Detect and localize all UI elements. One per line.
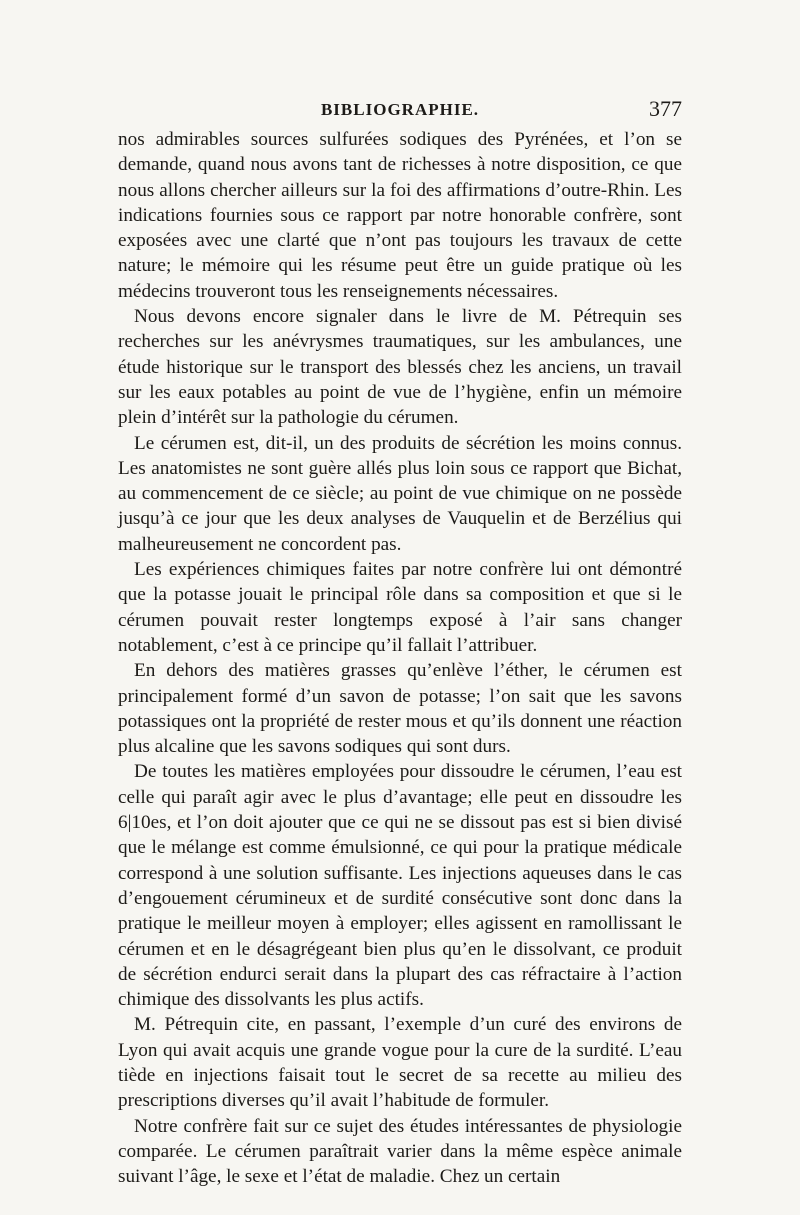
paragraph-3: Le cérumen est, dit-il, un des produits de sécrétion les moins connus. Les anatomistes ne sont guère allés plus loin sous ce rapport que Bichat, au commencement de ce siècle; au point de vue chimique on ne possède jusqu’à ce jour que les deux analyses de Vauquelin et de Berzélius qui malheureusement ne concordent pas. [118, 432, 682, 555]
running-title: BIBLIOGRAPHIE. [320, 100, 480, 119]
paragraph-6: De toutes les matières employées pour dissoudre le cérumen, l’eau est celle qui paraît agir avec le plus d’avantage; elle peut en dissoudre les 6|10es, et l’on doit ajouter que ce qui ne se dissout pas est si bien divisé que le mélange est comme émulsionné, ce qui pour la pratique médicale correspond à une solution suffisante. Les injections aqueuses dans le cas d’engouement cérumineux et de surdité consécutive sont donc dans la pratique le meilleur moyen à employer; elles agissent en ramollissant le cérumen et en le désagrégeant bien plus qu’en le dissolvant, ce produit de sécrétion endurci serait dans la plupart des cas réfractaire à l’action chimique des dissolvants les plus actifs. [118, 761, 682, 1011]
paragraph-7: M. Pétrequin cite, en passant, l’exemple d’un curé des environs de Lyon qui avait acquis une grande vogue pour la cure de la surdité. L’eau tiède en injections faisait tout le secret de sa recette au milieu des prescriptions diverses qu’il avait l’habitude de formuler. [118, 1014, 682, 1112]
paragraph-5: En dehors des matières grasses qu’enlève l’éther, le cérumen est principalement formé d’un savon de potasse; l’on sait que les savons potassiques ont la propriété de rester mous et qu’ils donnent une réaction plus alcaline que les savons sodiques qui sont durs. [118, 660, 682, 758]
paragraph-8: Notre confrère fait sur ce sujet des études intéressantes de physiologie comparée. Le cérumen paraîtrait varier dans la même espèce animale suivant l’âge, le sexe et l’état de maladie. Chez un certain [118, 1115, 682, 1188]
page-number: 377 [649, 96, 682, 121]
page-header [118, 96, 682, 122]
paragraph-4: Les expériences chimiques faites par notre confrère lui ont démontré que la potasse jouait le principal rôle dans sa composition et que si le cérumen pouvait rester longtemps exposé à l’air sans changer notablement, c’est à ce principe qu’il fallait l’attribuer. [118, 559, 682, 656]
paragraph-1: nos admirables sources sulfurées sodiques des Pyrénées, et l’on se demande, quand nous avons tant de richesses à notre disposition, ce que nous allons chercher ailleurs sur la foi des affirmations d’outre-Rhin. Les indications fournies sous ce rapport par notre honorable confrère, sont exposées avec une clarté que n’ont pas toujours les travaux de cette nature; le mémoire qui les résume peut être un guide pratique où les médecins trouveront tous les renseignements nécessaires. [118, 129, 682, 302]
body-text [118, 127, 682, 1189]
paragraph-2: Nous devons encore signaler dans le livre de M. Pétrequin ses recherches sur les anévrysmes traumatiques, sur les ambulances, une étude historique sur le transport des blessés chez les anciens, un travail sur les eaux potables au point de vue de l’hygiène, enfin un mémoire plein d’intérêt sur la pathologie du cérumen. [118, 306, 682, 429]
